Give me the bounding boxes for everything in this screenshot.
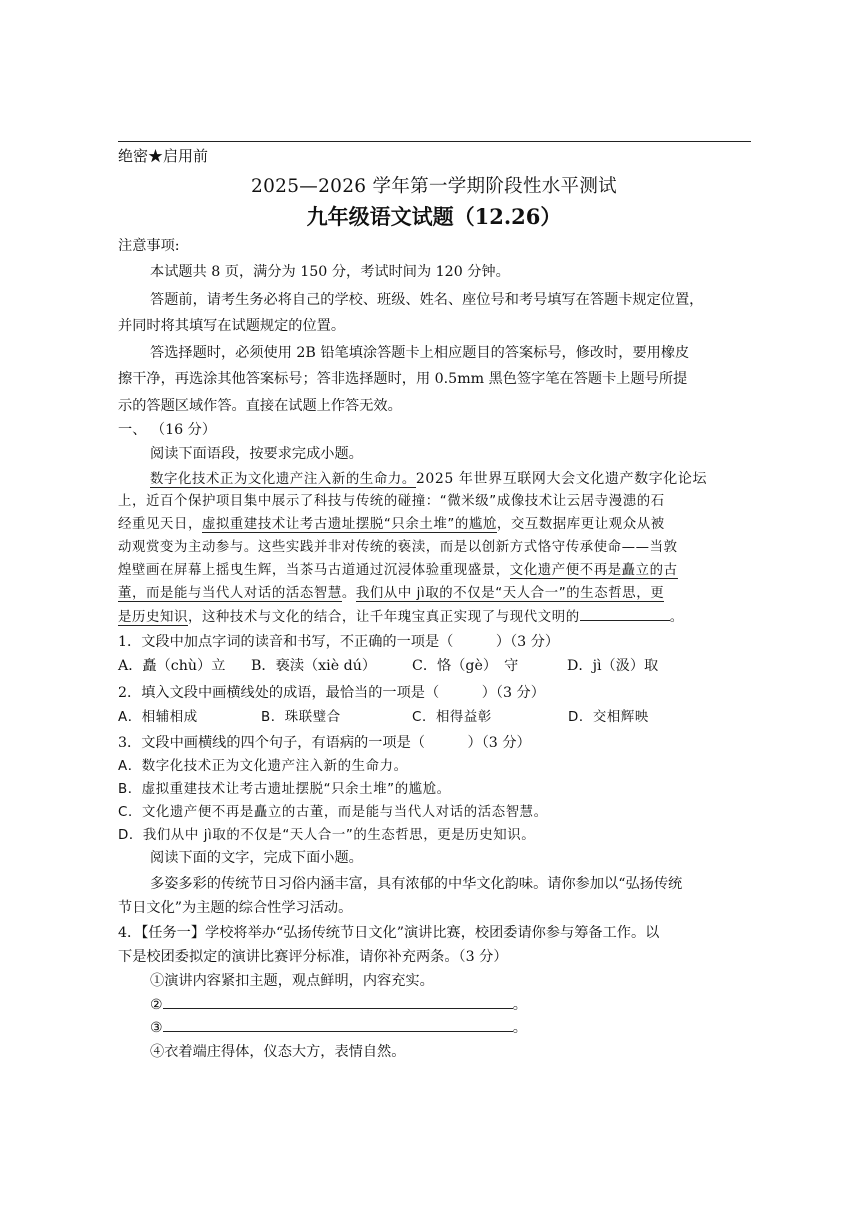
passage-line-1 (150, 468, 707, 491)
option-c[interactable]: C．恪（gè） 守 (412, 658, 519, 674)
question-3-stem: 3．文段中画横线的四个句子，有语病的一项是（ ）（3 分） (118, 735, 531, 751)
question-4-stem-a: 4．【任务一】学校将举办“弘扬传统节日文化”演讲比赛，校团委请你参与筹备工作。以 (118, 925, 660, 941)
criteria-item-2 (150, 994, 527, 1016)
option-a[interactable]: A．相辅相成 (118, 710, 198, 725)
underlined-sentence-a: 数字化技术正为文化遗产注入新的生命力。 (150, 472, 416, 487)
top-rule (118, 141, 751, 142)
exam-title: 2025—2026 学年第一学期阶段性水平测试 (251, 176, 617, 197)
notice-paragraph-3b: 擦干净，再选涂其他答案标号；答非选择题时，用 0.5mm 黑色签字笔在答题卡上题号所提 (118, 371, 688, 387)
question-3-option-d[interactable]: D．我们从中 jì取的不仅是“天人合一”的生态哲思，更是历史知识。 (118, 828, 536, 843)
passage-text: 煌壁画在屏幕上摇曳生辉，当茶马古道通过沉浸体验重现盛景， (118, 563, 510, 578)
notice-paragraph-2a: 答题前，请考生务必将自己的学校、班级、姓名、座位号和考号填写在答题卡规定位置， (150, 292, 704, 308)
underlined-sentence-b: 虚拟重建技术让考古遗址摆脱“只余土堆”的尴尬 (201, 517, 497, 532)
passage-line-7 (118, 606, 684, 629)
reading-2-paragraph-a: 多姿多彩的传统节日习俗内涵丰富，具有浓郁的中华文化韵味。请你参加以“弘扬传统 (150, 876, 683, 892)
underlined-sentence-c-cont: 董，而是能与当代人对话的活态智慧 (118, 586, 342, 601)
item-end: 。 (512, 997, 527, 1013)
notice-paragraph-2b: 并同时将其填写在试题规定的位置。 (118, 318, 346, 334)
answer-blank-3[interactable] (163, 1017, 513, 1032)
question-3-option-c[interactable]: C．文化遗产便不再是矗立的古董，而是能与当代人对话的活态智慧。 (118, 805, 548, 820)
underlined-sentence-c: 文化遗产便不再是矗立的古 (509, 563, 678, 578)
subject-title: 九年级语文试题（12.26） (306, 204, 562, 229)
question-2-stem: 2．填入文段中画横线处的成语，最恰当的一项是（ ）（3 分） (118, 685, 545, 701)
criteria-item-4: ④衣着端庄得体，仪态大方，表情自然。 (150, 1044, 406, 1060)
passage-text: 。 (669, 610, 684, 625)
option-b[interactable]: B．亵渎（xiè dú） (251, 658, 377, 674)
answer-blank-2[interactable] (163, 994, 513, 1009)
passage-line-4: 动观赏变为主动参与。这些实践并非对传统的亵渎，而是以创新方式恪守传承使命——当敦 (118, 540, 678, 555)
passage-text: 经重见天日， (118, 517, 202, 532)
passage-text: ，交互数据库更让观众从被 (496, 517, 665, 532)
passage-line-2: 上，近百个保护项目集中展示了科技与传统的碰撞：“微米级”成像技术让云居寺漫漶的石 (118, 494, 665, 509)
reading-2-paragraph-b: 节日文化”为主题的综合性学习活动。 (118, 900, 353, 916)
item-end: 。 (512, 1020, 527, 1036)
option-d[interactable]: D．交相辉映 (568, 710, 649, 725)
question-1-stem: 1．文段中加点字词的读音和书写，不正确的一项是（ ）（3 分） (118, 634, 560, 650)
underlined-sentence-d-cont: 是历史知识 (118, 610, 188, 625)
question-3-option-b[interactable]: B．虚拟重建技术让考古遗址摆脱“只余土堆”的尴尬。 (118, 782, 451, 797)
passage-text: ，这种技术与文化的结合，让千年瑰宝真正实现了与现代文明的 (187, 610, 580, 625)
notice-paragraph-3c: 示的答题区域作答。直接在试题上作答无效。 (118, 398, 402, 414)
passage-text: 2025 年世界互联网大会文化遗产数字化论坛 (415, 471, 708, 487)
option-b[interactable]: B．珠联璧合 (261, 710, 341, 725)
section-heading: 一、 （16 分） (118, 422, 217, 438)
passage-line-3 (118, 514, 665, 536)
notice-paragraph-3a: 答选择题时，必须使用 2B 铅笔填涂答题卡上相应题目的答案标号，修改时，要用橡皮 (150, 345, 690, 361)
reading-2-instruction: 阅读下面的文字，完成下面小题。 (150, 850, 363, 866)
underlined-sentence-d: 我们从中 jì取的不仅是“天人合一”的生态哲思，更 (355, 586, 665, 601)
item-number: ② (150, 997, 163, 1013)
notice-heading: 注意事项: (118, 238, 180, 254)
item-number: ③ (150, 1020, 163, 1036)
criteria-item-1: ①演讲内容紧扣主题，观点鲜明，内容充实。 (150, 973, 434, 989)
idiom-blank[interactable] (580, 606, 670, 621)
question-4-stem-b: 下是校团委拟定的演讲比赛评分标准，请你补充两条。（3 分） (118, 949, 508, 965)
question-3-option-a[interactable]: A．数字化技术正为文化遗产注入新的生命力。 (118, 759, 408, 774)
confidential-label: 绝密★启用前 (118, 147, 209, 165)
passage-line-5 (118, 560, 678, 582)
passage-text: 。 (341, 586, 356, 601)
section-instruction: 阅读下面语段，按要求完成小题。 (150, 446, 363, 462)
criteria-item-3 (150, 1017, 527, 1039)
option-c[interactable]: C．相得益彰 (412, 710, 492, 725)
passage-line-6 (118, 583, 664, 605)
option-a[interactable]: A．矗（chù）立 (118, 658, 226, 674)
option-d[interactable]: D．jì（汲）取 (567, 658, 659, 674)
notice-paragraph-1: 本试题共 8 页，满分为 150 分，考试时间为 120 分钟。 (150, 264, 510, 280)
